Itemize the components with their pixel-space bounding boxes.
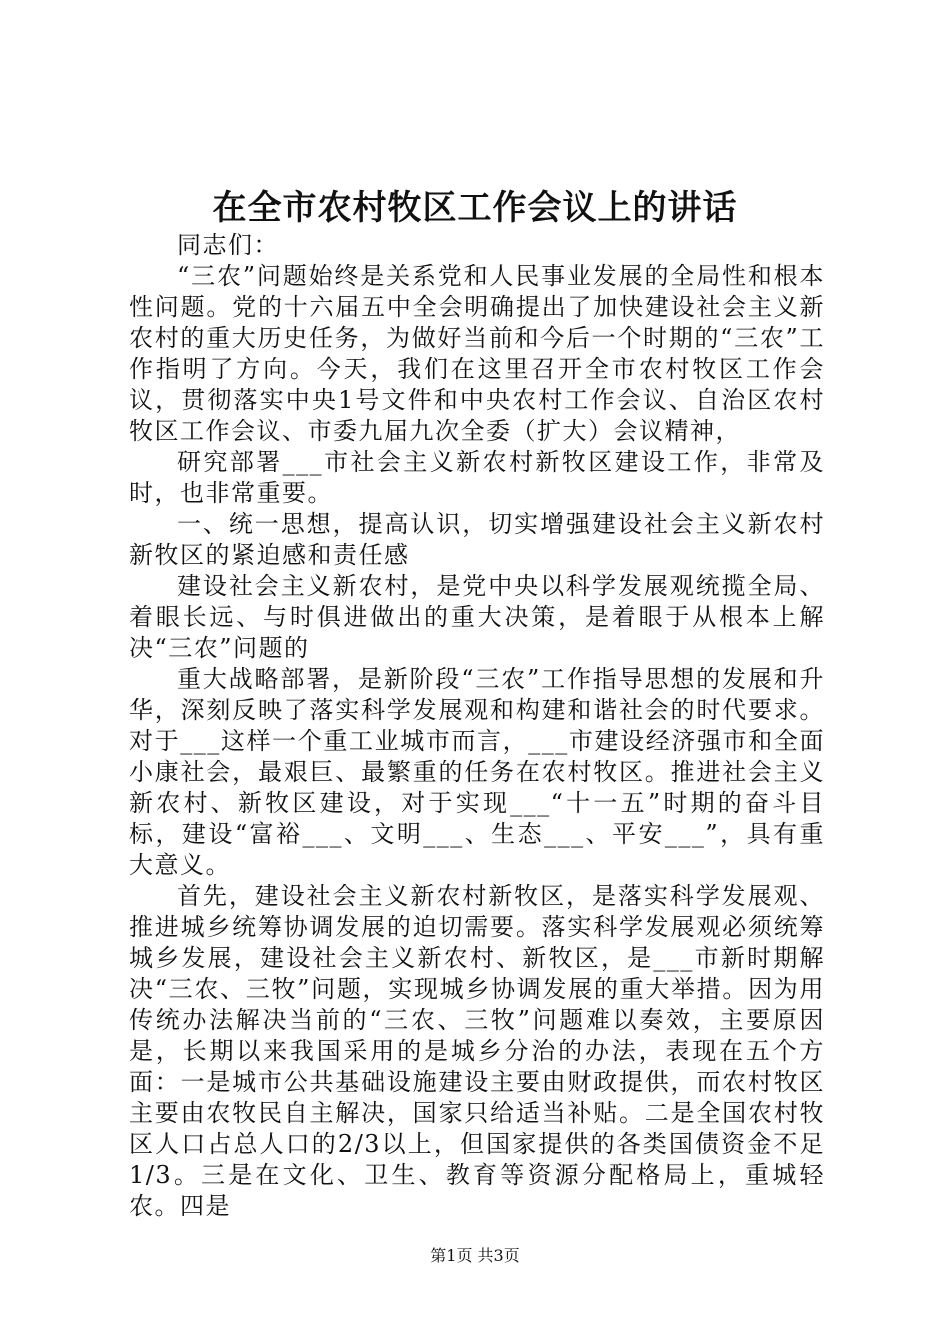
page-footer <box>0 1244 950 1268</box>
paragraph: 首先，建设社会主义新农村新牧区，是落实科学发展观、推进城乡统筹协调发展的迫切需要。落实科学发展观必须统筹城乡发展，建设社会主义新农村、新牧区，是___市新时期解决“三农、三牧”问题，实现城乡协调发展的重大举措。因为用传统办法解决当前的“三农、三牧”问题难以奏效，主要原因是，长期以来我国采用的是城乡分治的办法，表现在五个方面：一是城市公共基础设施建设主要由财政提供，而农村牧区主要由农牧民自主解决，国家只给适当补贴。二是全国农村牧区人口占总人口的2/3以上，但国家提供的各类国债资金不足1/3。三是在文化、卫生、教育等资源分配格局上，重城轻农。四是 <box>129 882 825 1220</box>
section-heading: 一、统一思想，提高认识，切实增强建设社会主义新农村新牧区的紧迫感和责任感 <box>129 510 825 569</box>
paragraph: 重大战略部署，是新阶段“三农”工作指导思想的发展和升华，深刻反映了落实科学发展观和构建和谐社会的时代要求。对于___这样一个重工业城市而言，___市建设经济强市和全面小康社会，最艰巨、最繁重的任务在农村牧区。推进社会主义新农村、新牧区建设，对于实现___“十一五”时期的奋斗目标，建设“富裕___、文明___、生态___、平安___”，具有重大意义。 <box>129 665 825 879</box>
salutation: 同志们： <box>177 231 279 259</box>
page-number: 第1页 共3页 <box>430 1246 520 1265</box>
document-title: 在全市农村牧区工作会议上的讲话 <box>212 188 738 228</box>
document-body <box>129 230 825 1222</box>
paragraph: “三农”问题始终是关系党和人民事业发展的全局性和根本性问题。党的十六届五中全会明确提出了加快建设社会主义新农村的重大历史任务，为做好当前和今后一个时期的“三农”工作指明了方向。今天，我们在这里召开全市农村牧区工作会议，贯彻落实中央1号文件和中央农村工作会议、自治区农村牧区工作会议、市委九届九次全委（扩大）会议精神， <box>129 262 825 445</box>
paragraph: 研究部署___市社会主义新农村新牧区建设工作，非常及时，也非常重要。 <box>129 448 825 507</box>
paragraph: 建设社会主义新农村，是党中央以科学发展观统揽全局、着眼长远、与时俱进做出的重大决策，是着眼于从根本上解决“三农”问题的 <box>129 572 825 662</box>
